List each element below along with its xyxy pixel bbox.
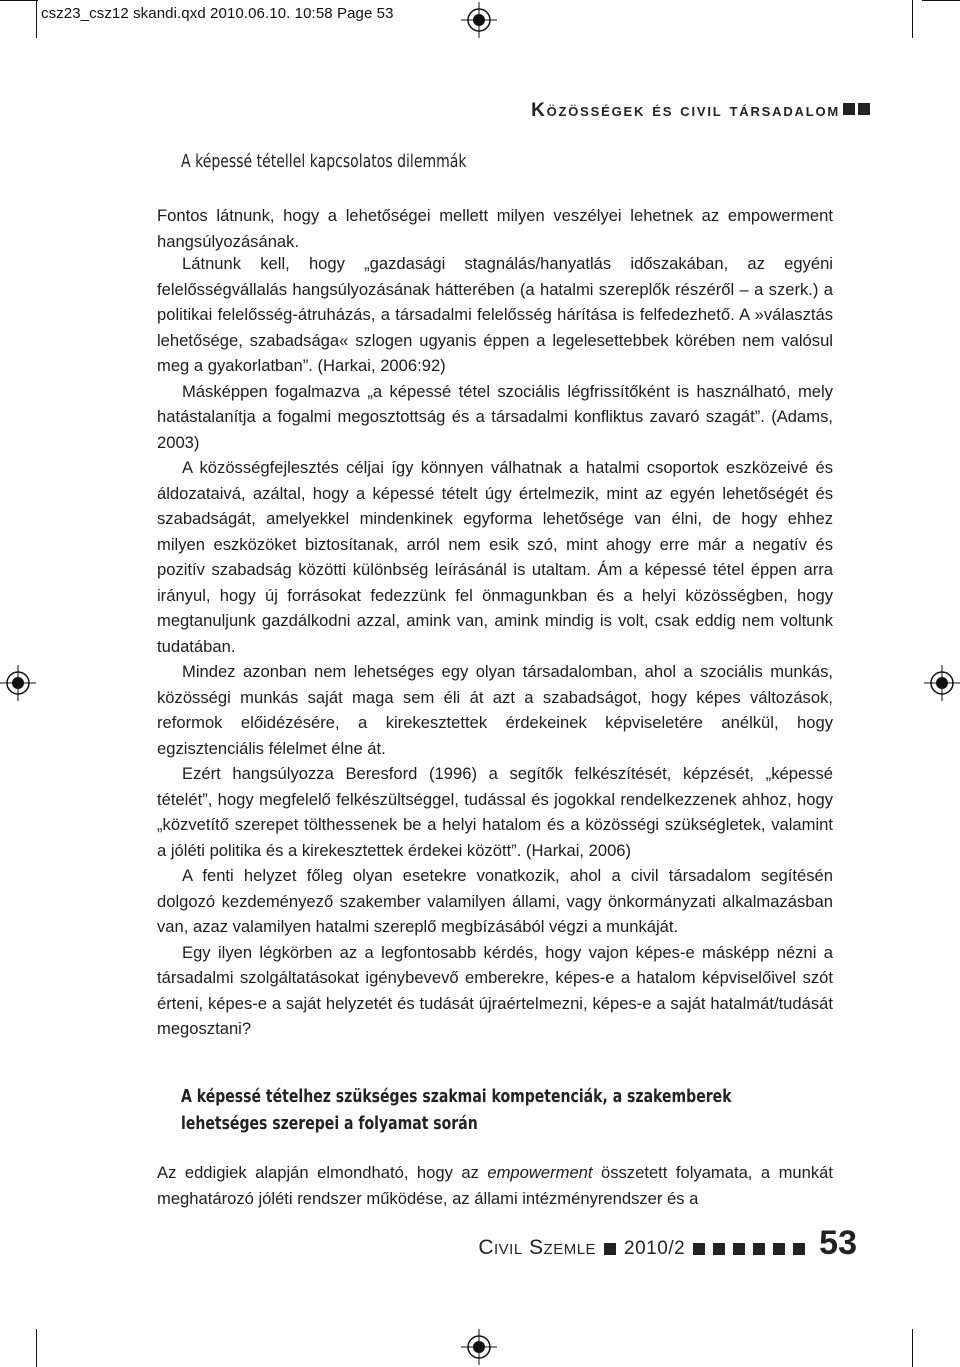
crop-mark-top-right bbox=[912, 0, 913, 38]
square-bullet-icon bbox=[793, 1243, 805, 1255]
main-text bbox=[157, 251, 833, 1042]
square-bullet-icon bbox=[843, 103, 855, 115]
section-title: A képessé tétellel kapcsolatos dilemmák bbox=[181, 151, 467, 172]
square-bullet-icon bbox=[773, 1243, 785, 1255]
registration-mark-icon bbox=[461, 2, 497, 38]
paragraph: A közösségfejlesztés céljai így könnyen válhatnak a hatalmi csoportok eszközeivé és áldozataivá, azáltal, hogy a képessé tételt úgy értelmezik, mint az egyén lehetőségét és szabadságát, amelyekkel mindenkinek egyforma lehetősége van élni, de hogy ehhez milyen eszközöket biztosítanak, arról nem esik szó, mint ahogy erre már a negatív és pozitív szabadság közötti különbség leírásánál is utaltam. Ám a képessé tétel éppen arra irányul, hogy új forrásokat fedezzünk fel önmagunkban és a helyi közösségben, hogy megtanuljunk gazdálkodni azzal, amink van, amink mindig is volt, csak eddig nem voltunk tudatában. bbox=[157, 458, 833, 656]
square-bullet-icon bbox=[858, 103, 870, 115]
section-title: A képessé tételhez szükséges szakmai kompetenciák, a szakemberek lehetséges szerepei a folyamat során bbox=[181, 1086, 732, 1134]
paragraph: Látnunk kell, hogy „gazdasági stagnálás/hanyatlás időszakában, az egyéni felelősségvállalás hangsúlyozásának hátterében (a hatalmi szereplők részéről – a szerk.) a politikai felelősség-átruházás, a társadalmi felelősség hárítása is felfedezhető. A »választás lehetősége, szabadsága« szlogen ugyanis éppen a legelesettebbek körében nem valósul meg a gyakorlatban”. (Harkai, 2006:92) bbox=[157, 254, 833, 375]
paragraph: Ezért hangsúlyozza Beresford (1996) a segítők felkészítését, képzését, „képessé tételét”, hogy megfelelő felkészültséggel, tudással és jogokkal rendelkezzenek ahhoz, hogy „közvetítő szerepet tölthessenek be a helyi hatalom és a közösségi szükségletek, valamint a jóléti politika és a kirekesztettek érdekei között”. (Harkai, 2006) bbox=[157, 764, 833, 860]
running-head-text: Közösségek és civil társadalom bbox=[531, 100, 840, 121]
square-bullet-icon bbox=[604, 1243, 616, 1255]
journal-name: Civil Szemle bbox=[478, 1236, 597, 1259]
square-bullet-icon bbox=[693, 1243, 705, 1255]
paragraph: Fontos látnunk, hogy a lehetőségei mellett milyen veszélyei lehetnek az empowerment hangsúlyozásának. bbox=[157, 206, 833, 251]
paragraph bbox=[157, 1160, 833, 1211]
registration-mark-icon bbox=[924, 665, 960, 701]
text-run: összetett folyamata, a munkát meghatározó jóléti rendszer működése, az állami intézményrendszer és a bbox=[157, 1163, 834, 1208]
closing-paragraph bbox=[157, 1160, 833, 1211]
registration-mark-icon bbox=[461, 1329, 497, 1365]
italic-term: empowerment bbox=[487, 1163, 593, 1182]
paragraph: A fenti helyzet főleg olyan esetekre vonatkozik, ahol a civil társadalom segítésén dolgozó kezdeményező szakember valamilyen állami, vagy önkormányzati alkalmazásban van, azaz valamilyen hatalmi szereplő megbízásából végzi a munkáját. bbox=[157, 866, 833, 936]
crop-mark-top-left bbox=[0, 0, 38, 1]
square-bullet-icon bbox=[713, 1243, 725, 1255]
registration-mark-icon bbox=[0, 665, 36, 701]
page-number: 53 bbox=[819, 1224, 857, 1262]
issue-number: 2010/2 bbox=[624, 1238, 686, 1259]
paragraph: Egy ilyen légkörben az a legfontosabb kérdés, hogy vajon képes-e másképp nézni a társadalmi szolgáltatásokat igénybevevő emberekre, képes-e a hatalom képviselőivel szót érteni, képes-e a saját helyzetét és tudását újraértelmezni, képes-e a saját hatalmát/tudását megosztani? bbox=[157, 942, 833, 1038]
paragraph: Másképpen fogalmazva „a képessé tétel szociális légfrissítőként is használható, mely hatástalanítja a fogalmi megosztottság és a társadalmi konfliktus zavaró szagát”. (Adams, 2003) bbox=[157, 381, 833, 452]
square-bullet-icon bbox=[733, 1243, 745, 1255]
text-run: Az eddigiek alapján elmondható, hogy az bbox=[157, 1163, 488, 1182]
square-bullet-icon bbox=[753, 1243, 765, 1255]
crop-mark-top-right-h bbox=[922, 0, 960, 1]
running-head bbox=[531, 100, 870, 122]
crop-mark-bottom-left bbox=[36, 1329, 37, 1367]
print-slug: csz23_csz12 skandi.qxd 2010.06.10. 10:58 Page 53 bbox=[41, 5, 394, 22]
intro-paragraph bbox=[157, 203, 833, 254]
crop-mark-bottom-right bbox=[912, 1329, 913, 1367]
page-footer bbox=[478, 1226, 857, 1260]
crop-mark-top-left-v bbox=[36, 0, 37, 38]
paragraph: Mindez azonban nem lehetséges egy olyan társadalomban, ahol a szociális munkás, közösségi munkás saját maga sem éli át azt a szabadságot, hogy képes változások, reformok előidézésére, a kirekesztettek érdekeinek képviseletére anélkül, hogy egzisztenciális félelmet élne át. bbox=[157, 662, 833, 758]
